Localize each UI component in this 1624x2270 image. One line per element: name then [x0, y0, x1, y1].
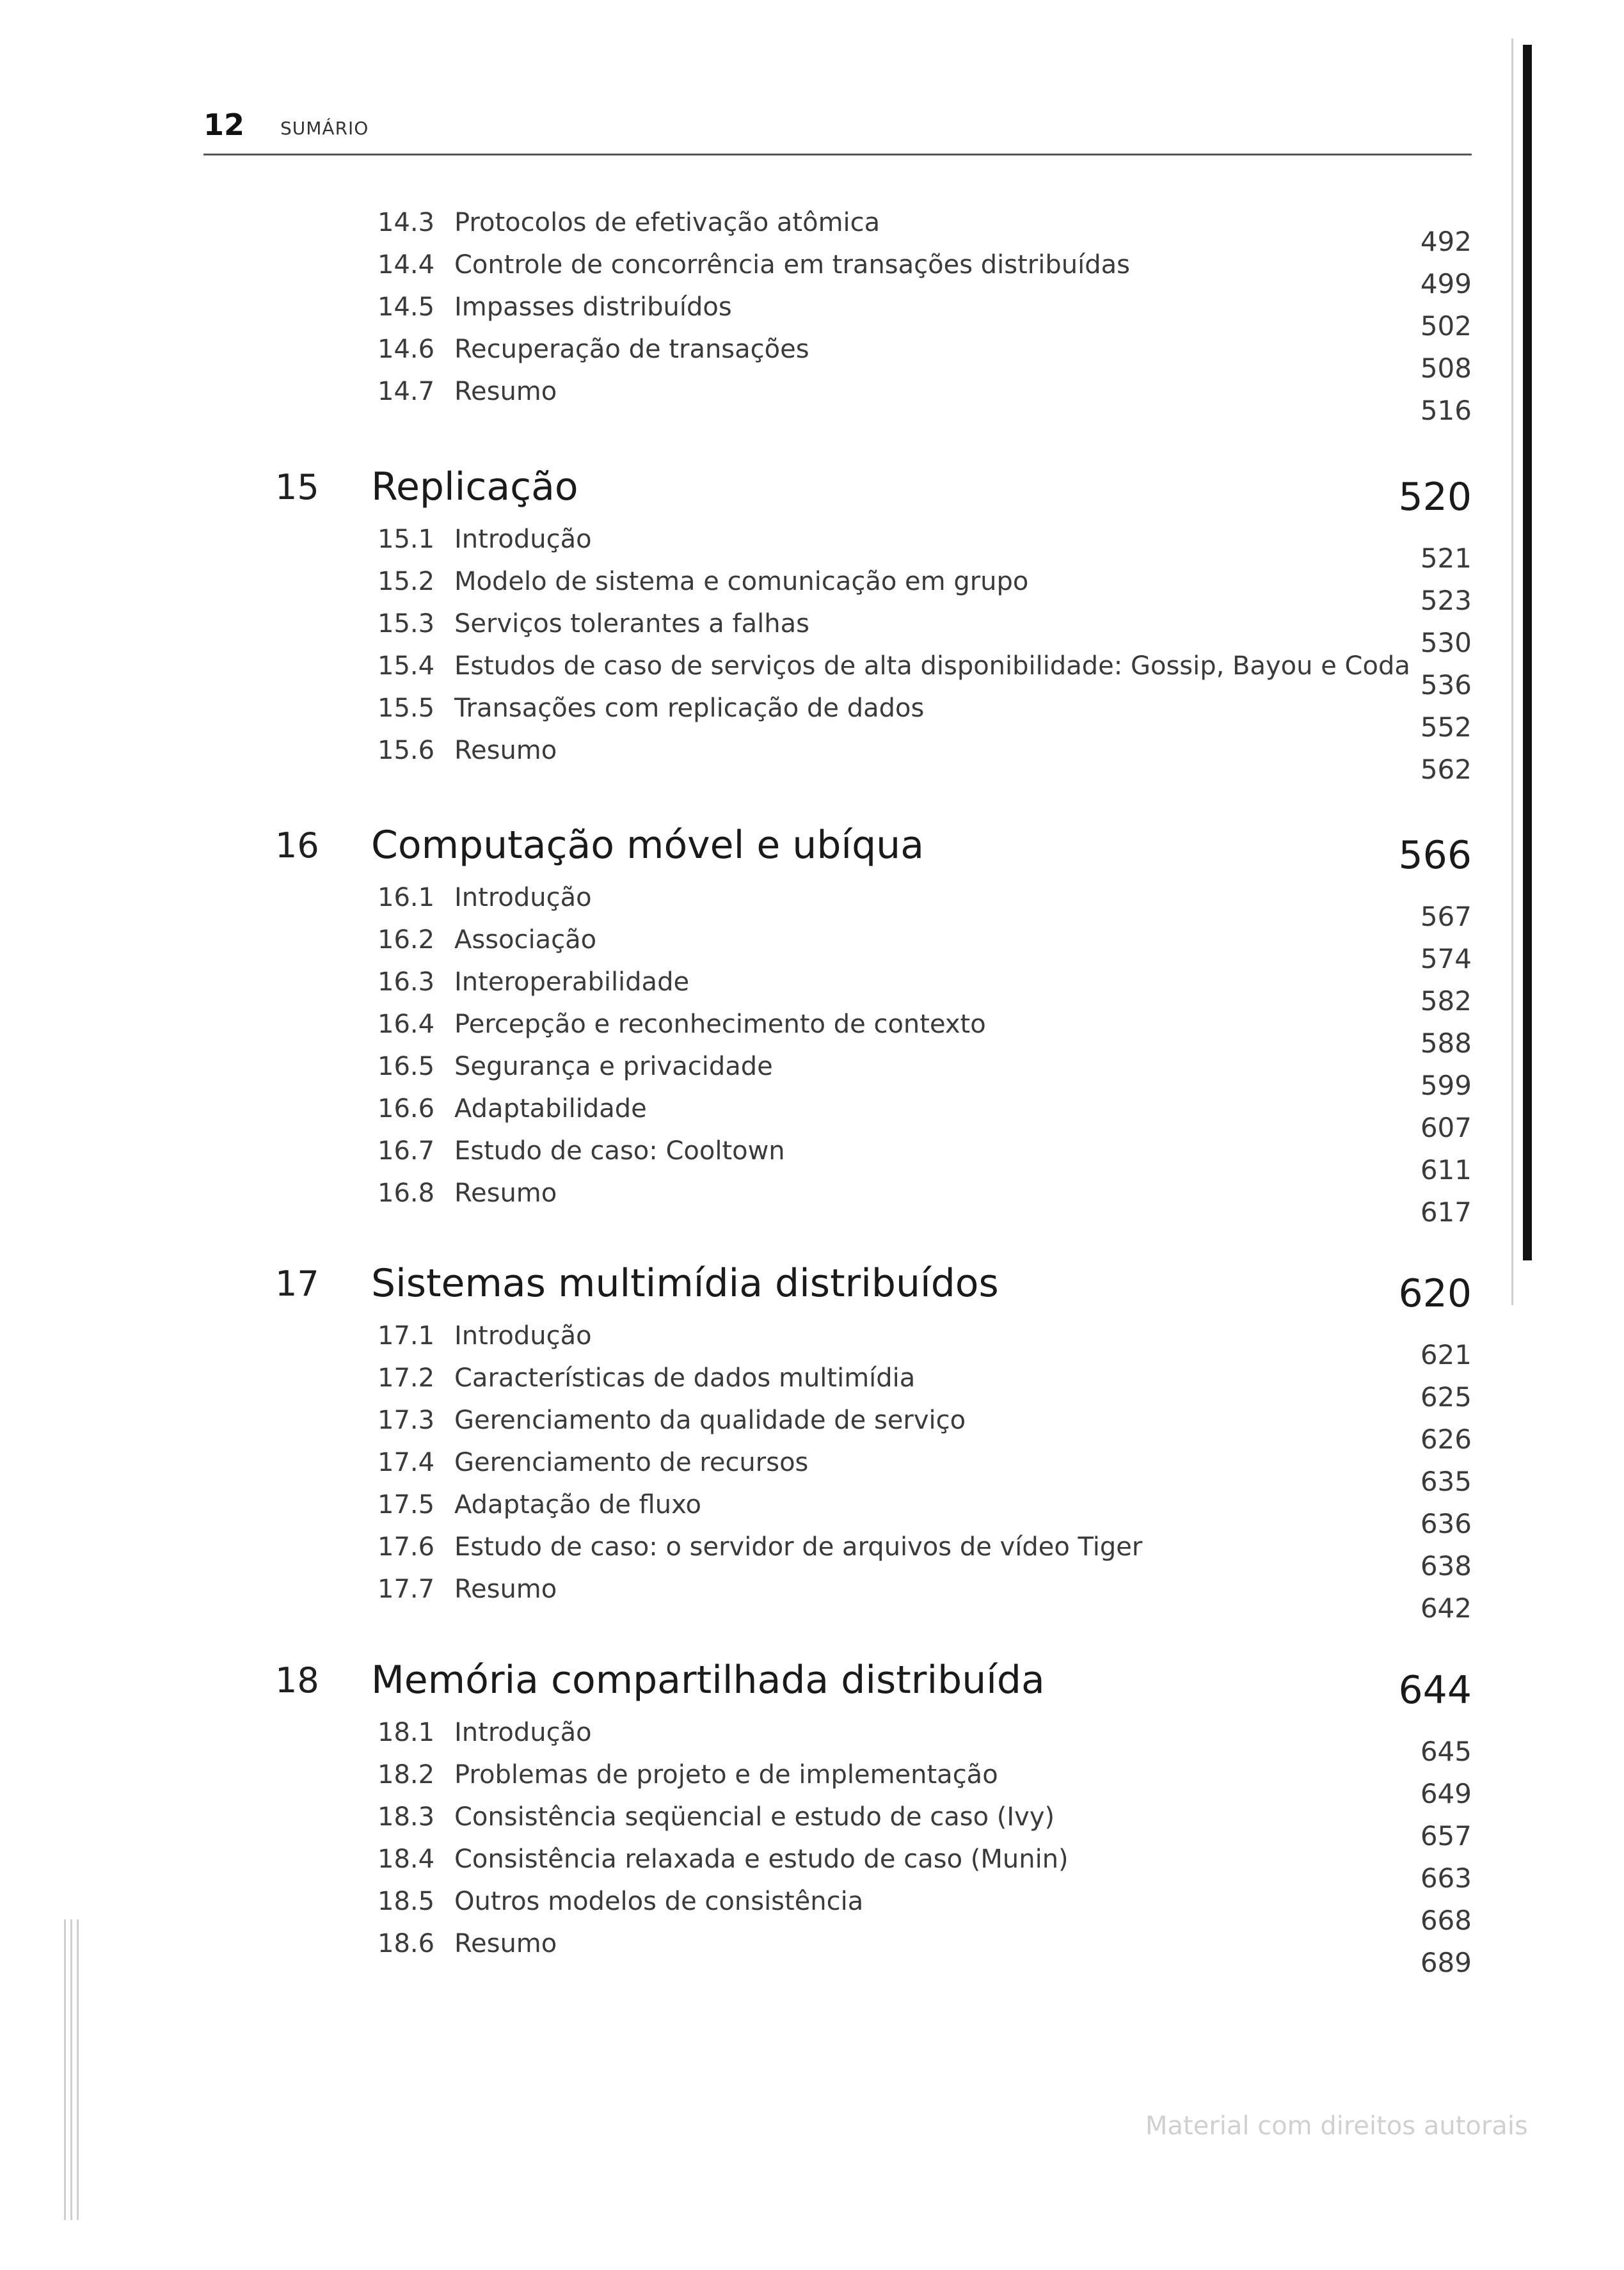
entry-number: 14.6 [378, 335, 435, 364]
chapter-16 [0, 823, 1624, 1228]
scan-binding-marks [64, 1919, 83, 2220]
entry-page: 668 [1420, 1905, 1472, 1936]
entry-title: Características de dados multimídia [454, 1363, 916, 1393]
entry-page: 499 [1420, 268, 1472, 299]
entry-page: 599 [1420, 1070, 1472, 1101]
entry-number: 15.3 [378, 609, 435, 639]
entry-page: 607 [1420, 1112, 1472, 1143]
entry-page: 638 [1420, 1550, 1472, 1582]
chapter-number: 18 [275, 1660, 319, 1701]
entry-page: 611 [1420, 1154, 1472, 1186]
entry-page: 567 [1420, 901, 1472, 932]
entry-number: 17.5 [378, 1490, 435, 1520]
entry-number: 16.5 [378, 1052, 435, 1081]
toc-entry [0, 1490, 1624, 1539]
entry-page: 645 [1420, 1736, 1472, 1767]
toc-entry [0, 967, 1624, 1017]
page-number: 12 [203, 107, 245, 142]
toc-entry [0, 1406, 1624, 1455]
entry-number: 18.2 [378, 1760, 435, 1790]
entry-title: Introdução [454, 1321, 592, 1351]
chapter-heading [0, 1660, 1624, 1718]
entry-title: Gerenciamento de recursos [454, 1448, 809, 1477]
entry-number: 14.7 [378, 377, 435, 406]
chapter-number: 17 [275, 1264, 319, 1304]
entry-number: 18.1 [378, 1718, 435, 1747]
chapter-number: 15 [275, 467, 319, 507]
entry-page: 574 [1420, 943, 1472, 974]
entry-title: Outros modelos de consistência [454, 1887, 864, 1916]
entry-page: 492 [1420, 226, 1472, 257]
toc-entry [0, 1802, 1624, 1852]
toc-entry [0, 1010, 1624, 1059]
entry-page: 562 [1420, 754, 1472, 785]
entry-title: Estudo de caso: Cooltown [454, 1136, 785, 1166]
entry-page: 649 [1420, 1778, 1472, 1809]
entry-title: Modelo de sistema e comunicação em grupo [454, 567, 1029, 596]
toc-entry [0, 1929, 1624, 1978]
entry-number: 14.3 [378, 208, 435, 237]
entry-number: 16.4 [378, 1010, 435, 1039]
entry-title: Resumo [454, 736, 557, 765]
toc-entry [0, 1448, 1624, 1497]
entry-title: Resumo [454, 377, 557, 406]
entry-number: 16.1 [378, 883, 435, 912]
entry-page: 588 [1420, 1028, 1472, 1059]
entry-title: Percepção e reconhecimento de contexto [454, 1010, 986, 1039]
entry-title: Resumo [454, 1575, 557, 1604]
entry-title: Introdução [454, 1718, 592, 1747]
toc-entry [0, 525, 1624, 574]
entry-number: 17.6 [378, 1532, 435, 1562]
entry-page: 636 [1420, 1508, 1472, 1539]
entry-page: 502 [1420, 310, 1472, 342]
entry-number: 15.1 [378, 525, 435, 554]
entry-title: Gerenciamento da qualidade de serviço [454, 1406, 966, 1435]
entry-number: 15.2 [378, 567, 435, 596]
chapter-page: 644 [1398, 1668, 1472, 1713]
entry-title: Segurança e privacidade [454, 1052, 773, 1081]
chapter-page: 566 [1398, 833, 1472, 878]
entry-page: 635 [1420, 1466, 1472, 1497]
entry-number: 14.5 [378, 292, 435, 322]
chapter-15 [0, 464, 1624, 785]
toc-entry [0, 1321, 1624, 1370]
entry-page: 582 [1420, 985, 1472, 1017]
entry-page: 642 [1420, 1592, 1472, 1624]
entry-number: 17.3 [378, 1406, 435, 1435]
chapter-title: Sistemas multimídia distribuídos [371, 1261, 999, 1306]
entry-title: Introdução [454, 883, 592, 912]
chapter-heading [0, 464, 1624, 525]
entry-page: 516 [1420, 395, 1472, 426]
toc-entry [0, 1575, 1624, 1624]
toc-entry [0, 883, 1624, 932]
entry-title: Controle de concorrência em transações distribuídas [454, 250, 1130, 280]
toc-entry [0, 1363, 1624, 1413]
toc-entry [0, 1136, 1624, 1186]
chapter-page: 520 [1398, 475, 1472, 520]
toc-entry [0, 1760, 1624, 1809]
toc-entry [0, 208, 1624, 257]
entry-title: Transações com replicação de dados [454, 694, 925, 723]
entry-title: Resumo [454, 1179, 557, 1208]
entry-page: 625 [1420, 1381, 1472, 1413]
running-head: SUMÁRIO [280, 118, 369, 139]
entry-title: Introdução [454, 525, 592, 554]
toc-entry [0, 736, 1624, 785]
entry-page: 621 [1420, 1339, 1472, 1370]
entry-page: 536 [1420, 669, 1472, 701]
entry-number: 17.7 [378, 1575, 435, 1604]
entry-page: 508 [1420, 353, 1472, 384]
entry-title: Adaptação de fluxo [454, 1490, 702, 1520]
entry-page: 657 [1420, 1820, 1472, 1852]
toc-entry [0, 651, 1624, 701]
chapter-heading [0, 825, 1624, 883]
chapter-title: Memória compartilhada distribuída [371, 1658, 1045, 1702]
entry-number: 18.4 [378, 1845, 435, 1874]
entry-title: Estudos de caso de serviços de alta disponibilidade: Gossip, Bayou e Coda [454, 651, 1410, 681]
toc-entry [0, 1094, 1624, 1143]
chapter-14-continued [0, 208, 1624, 426]
entry-page: 552 [1420, 711, 1472, 743]
entry-number: 16.8 [378, 1179, 435, 1208]
toc-entry [0, 377, 1624, 426]
toc-entry [0, 1887, 1624, 1936]
toc-entry [0, 1179, 1624, 1228]
toc-entry [0, 925, 1624, 974]
toc-entry [0, 292, 1624, 342]
chapter-17 [0, 1261, 1624, 1624]
entry-title: Impasses distribuídos [454, 292, 732, 322]
entry-number: 14.4 [378, 250, 435, 280]
entry-number: 16.2 [378, 925, 435, 955]
entry-page: 523 [1420, 585, 1472, 616]
toc-entry [0, 250, 1624, 299]
chapter-number: 16 [275, 825, 319, 866]
watermark: Material com direitos autorais [1145, 2111, 1528, 2141]
chapter-18 [0, 1658, 1624, 1978]
entry-number: 15.6 [378, 736, 435, 765]
entry-number: 17.4 [378, 1448, 435, 1477]
entry-page: 530 [1420, 627, 1472, 658]
toc-entry [0, 1532, 1624, 1582]
entry-number: 16.6 [378, 1094, 435, 1123]
toc-entry [0, 1052, 1624, 1101]
entry-number: 18.6 [378, 1929, 435, 1958]
entry-title: Associação [454, 925, 597, 955]
entry-title: Serviços tolerantes a falhas [454, 609, 809, 639]
entry-page: 689 [1420, 1947, 1472, 1978]
entry-title: Protocolos de efetivação atômica [454, 208, 880, 237]
entry-title: Problemas de projeto e de implementação [454, 1760, 998, 1790]
entry-title: Consistência seqüencial e estudo de caso (Ivy) [454, 1802, 1055, 1832]
entry-title: Adaptabilidade [454, 1094, 647, 1123]
entry-title: Estudo de caso: o servidor de arquivos de vídeo Tiger [454, 1532, 1143, 1562]
toc-entry [0, 609, 1624, 658]
entry-page: 663 [1420, 1862, 1472, 1894]
entry-number: 15.4 [378, 651, 435, 681]
entry-title: Interoperabilidade [454, 967, 690, 997]
entry-number: 17.2 [378, 1363, 435, 1393]
entry-page: 521 [1420, 543, 1472, 574]
entry-number: 17.1 [378, 1321, 435, 1351]
chapter-heading [0, 1261, 1624, 1321]
toc-entry [0, 567, 1624, 616]
toc-entry [0, 1718, 1624, 1767]
chapter-title: Computação móvel e ubíqua [371, 823, 924, 868]
entry-title: Consistência relaxada e estudo de caso (Munin) [454, 1845, 1069, 1874]
chapter-page: 620 [1398, 1271, 1472, 1316]
toc-entry [0, 694, 1624, 743]
entry-page: 626 [1420, 1424, 1472, 1455]
entry-number: 18.5 [378, 1887, 435, 1916]
toc-entry [0, 1845, 1624, 1894]
entry-number: 16.3 [378, 967, 435, 997]
toc-entry [0, 335, 1624, 384]
entry-number: 15.5 [378, 694, 435, 723]
entry-number: 18.3 [378, 1802, 435, 1832]
entry-page: 617 [1420, 1196, 1472, 1228]
entry-number: 16.7 [378, 1136, 435, 1166]
entry-title: Recuperação de transações [454, 335, 809, 364]
chapter-title: Replicação [371, 464, 578, 509]
entry-title: Resumo [454, 1929, 557, 1958]
